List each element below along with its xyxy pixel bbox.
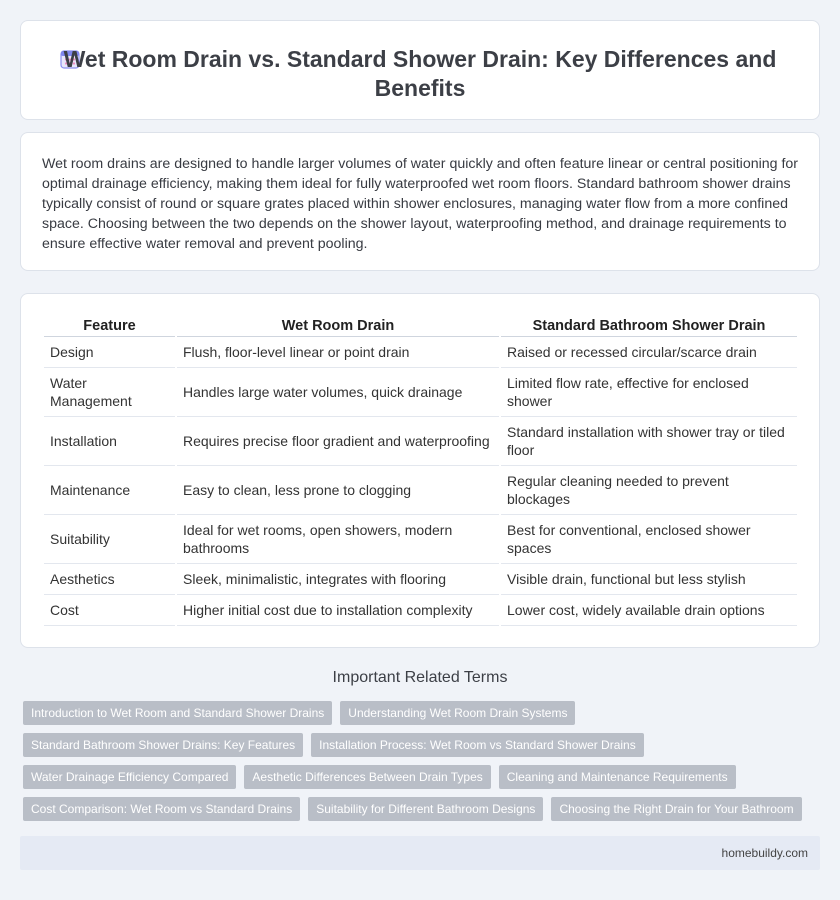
related-term-tag[interactable]: Water Drainage Efficiency Compared bbox=[23, 765, 236, 789]
related-terms-heading: Important Related Terms bbox=[332, 669, 508, 686]
row-feature: Maintenance bbox=[44, 466, 175, 515]
row-standard-value: Lower cost, widely available drain options bbox=[501, 595, 797, 626]
row-standard-value: Limited flow rate, effective for enclosed shower bbox=[501, 368, 797, 417]
row-feature: Cost bbox=[44, 595, 175, 626]
related-term-tag[interactable]: Standard Bathroom Shower Drains: Key Features bbox=[23, 733, 303, 757]
table-row bbox=[44, 368, 797, 417]
footer-site-link[interactable]: homebuildy.com bbox=[721, 846, 808, 860]
table-row bbox=[44, 417, 797, 466]
table-row bbox=[44, 466, 797, 515]
intro-card bbox=[20, 132, 820, 271]
row-wet-room-value: Handles large water volumes, quick drainage bbox=[177, 368, 499, 417]
related-term-tag[interactable]: Choosing the Right Drain for Your Bathroom bbox=[551, 797, 801, 821]
table-header-row bbox=[44, 315, 797, 337]
table-row bbox=[44, 515, 797, 564]
related-term-tag[interactable]: Aesthetic Differences Between Drain Types bbox=[244, 765, 490, 789]
row-standard-value: Standard installation with shower tray or tiled floor bbox=[501, 417, 797, 466]
header-wet-room-drain: Wet Room Drain bbox=[177, 315, 499, 337]
table-row bbox=[44, 564, 797, 595]
footer-bar bbox=[20, 836, 820, 870]
header-feature: Feature bbox=[44, 315, 175, 337]
row-feature: Installation bbox=[44, 417, 175, 466]
row-wet-room-value: Requires precise floor gradient and waterproofing bbox=[177, 417, 499, 466]
table-row bbox=[44, 337, 797, 368]
related-term-tag[interactable]: Cost Comparison: Wet Room vs Standard Drains bbox=[23, 797, 300, 821]
row-feature: Water Management bbox=[44, 368, 175, 417]
row-wet-room-value: Flush, floor-level linear or point drain bbox=[177, 337, 499, 368]
comparison-card bbox=[20, 293, 820, 648]
related-term-tag[interactable]: Introduction to Wet Room and Standard Shower Drains bbox=[23, 701, 332, 725]
row-standard-value: Visible drain, functional but less stylish bbox=[501, 564, 797, 595]
row-wet-room-value: Easy to clean, less prone to clogging bbox=[177, 466, 499, 515]
related-terms-list bbox=[23, 701, 813, 829]
related-term-tag[interactable]: Cleaning and Maintenance Requirements bbox=[499, 765, 736, 789]
header-standard-drain: Standard Bathroom Shower Drain bbox=[501, 315, 797, 337]
related-term-tag[interactable]: Understanding Wet Room Drain Systems bbox=[340, 701, 575, 725]
intro-paragraph: Wet room drains are designed to handle larger volumes of water quickly and often feature linear or central positioning for optimal drainage efficiency, making them ideal for fully waterproofed wet room floors. Standard bathroom shower drains typically consist of round or square grates placed within shower enclosures, managing water flow from a more confined space. Choosing between the two depends on the shower layout, waterproofing method, and drainage requirements to ensure effective water removal and prevent pooling. bbox=[42, 156, 799, 252]
comparison-table bbox=[42, 315, 799, 626]
related-term-tag[interactable]: Installation Process: Wet Room vs Standard Shower Drains bbox=[311, 733, 644, 757]
row-wet-room-value: Sleek, minimalistic, integrates with flooring bbox=[177, 564, 499, 595]
row-wet-room-value: Ideal for wet rooms, open showers, modern bathrooms bbox=[177, 515, 499, 564]
row-standard-value: Best for conventional, enclosed shower spaces bbox=[501, 515, 797, 564]
row-feature: Suitability bbox=[44, 515, 175, 564]
row-wet-room-value: Higher initial cost due to installation complexity bbox=[177, 595, 499, 626]
row-feature: Design bbox=[44, 337, 175, 368]
row-feature: Aesthetics bbox=[44, 564, 175, 595]
related-term-tag[interactable]: Suitability for Different Bathroom Designs bbox=[308, 797, 543, 821]
row-standard-value: Raised or recessed circular/scarce drain bbox=[501, 337, 797, 368]
table-row bbox=[44, 595, 797, 626]
title-card bbox=[20, 20, 820, 120]
page-title: Wet Room Drain vs. Standard Shower Drain: Key Differences and Benefits bbox=[63, 46, 777, 101]
row-standard-value: Regular cleaning needed to prevent blockages bbox=[501, 466, 797, 515]
